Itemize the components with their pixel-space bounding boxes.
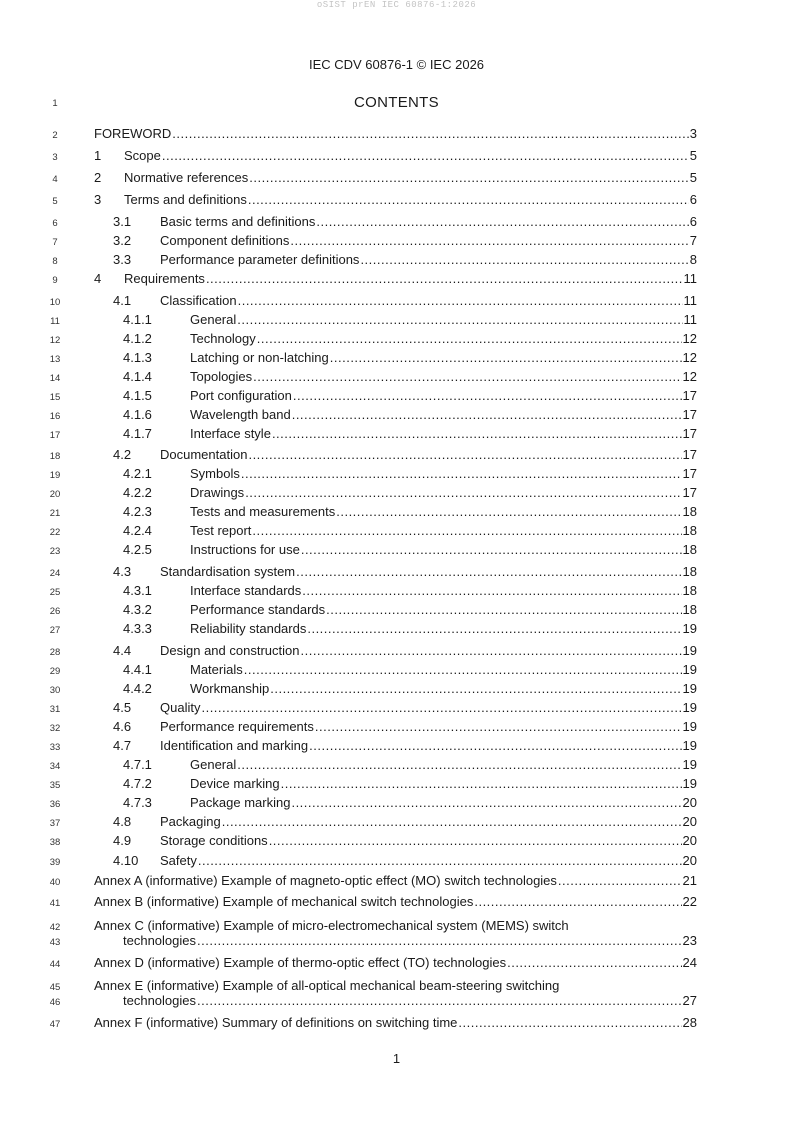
leader-dots: [302, 582, 681, 600]
leader-dots: [281, 775, 682, 793]
toc-entry[interactable]: [0, 852, 697, 870]
toc-entry-text: Performance standards: [190, 602, 326, 617]
leader-dots: [197, 992, 682, 1010]
toc-page-number: 18: [682, 583, 697, 598]
toc-page-number: 20: [682, 853, 697, 868]
line-number: 20: [49, 489, 61, 500]
leader-dots: [248, 446, 681, 464]
toc-page-number: 28: [682, 1015, 697, 1030]
toc-page-number: 18: [682, 602, 697, 617]
leader-dots: [507, 954, 681, 972]
line-number: 34: [49, 761, 61, 772]
toc-section-number: 4.1.3: [123, 350, 152, 365]
leader-dots: [257, 330, 682, 348]
toc-section-number: 3.3: [113, 252, 132, 267]
toc-page-number: 27: [682, 993, 697, 1008]
toc-entry-text: Terms and definitions: [124, 192, 247, 207]
leader-dots: [252, 522, 681, 540]
toc-entry-text: Port configuration: [190, 388, 292, 403]
toc-entry-text: Topologies: [190, 369, 253, 384]
toc-entry-text: Drawings: [190, 485, 245, 500]
toc-entry[interactable]: [0, 718, 697, 736]
leader-dots: [307, 620, 681, 638]
toc-entry-text: Packaging: [160, 814, 221, 829]
toc-section-number: 4.9: [113, 833, 132, 848]
leader-dots: [296, 563, 681, 581]
line-number: 40: [49, 877, 61, 888]
toc-entry-text: Workmanship: [190, 681, 270, 696]
leader-dots: [172, 125, 688, 143]
toc-entry[interactable]: [0, 620, 697, 638]
line-number: 36: [49, 799, 61, 810]
leader-dots: [237, 311, 682, 329]
toc-section-number: 4.7.1: [123, 757, 152, 772]
leader-dots: [253, 368, 681, 386]
toc-page-number: 12: [682, 369, 697, 384]
leader-dots: [292, 406, 682, 424]
toc-page-number: 11: [683, 271, 697, 286]
contents-title: CONTENTS: [354, 94, 439, 111]
toc-entry[interactable]: [0, 484, 697, 502]
toc-page-number: 17: [682, 388, 697, 403]
toc-entry[interactable]: [0, 522, 697, 540]
line-number: 37: [49, 818, 61, 829]
line-number: 9: [52, 275, 58, 286]
toc-section-number: 4.1.2: [123, 331, 152, 346]
toc-section-number: 4.1.1: [123, 312, 152, 327]
toc-entry[interactable]: [0, 213, 697, 231]
toc-entry[interactable]: [0, 832, 697, 850]
leader-dots: [201, 699, 681, 717]
toc-entry[interactable]: [0, 292, 697, 310]
toc-entry[interactable]: [0, 872, 697, 890]
leader-dots: [316, 213, 688, 231]
toc-page-number: 20: [682, 814, 697, 829]
toc-entry-text: Requirements: [124, 271, 205, 286]
toc-section-number: 1: [94, 148, 102, 163]
toc-section-number: 4.7.3: [123, 795, 152, 810]
toc-entry-text: Tests and measurements: [190, 504, 336, 519]
line-number: 12: [49, 335, 61, 346]
toc-page-number: 19: [682, 681, 697, 696]
toc-entry-text: Annex F (informative) Summary of definitions on switching time: [94, 1015, 458, 1030]
toc-page-number: 17: [682, 447, 697, 462]
toc-page-number: 19: [682, 621, 697, 636]
toc-page-number: 24: [682, 955, 697, 970]
leader-dots: [301, 541, 682, 559]
toc-entry-text: Component definitions: [160, 233, 290, 248]
toc-section-number: 2: [94, 170, 102, 185]
toc-entry-text: Instructions for use: [190, 542, 300, 557]
line-number: 16: [49, 411, 61, 422]
line-number: 26: [49, 606, 61, 617]
line-number: 28: [49, 647, 61, 658]
toc-page-number: 17: [682, 407, 697, 422]
toc-section-number: 4.4.2: [123, 681, 152, 696]
toc-section-number: 3: [94, 192, 102, 207]
line-number: 19: [49, 470, 61, 481]
toc-entry[interactable]: [0, 311, 697, 329]
toc-page-number: 12: [682, 350, 697, 365]
toc-entry-text: Scope: [124, 148, 161, 163]
toc-entry-text: Basic terms and definitions: [160, 214, 316, 229]
line-number: 25: [49, 587, 61, 598]
toc-entry[interactable]: [0, 503, 697, 521]
line-number: 22: [49, 527, 61, 538]
toc-page-number: 5: [689, 148, 697, 163]
leader-dots: [206, 270, 683, 288]
toc-page-number: 6: [689, 214, 697, 229]
toc-page-number: 22: [682, 894, 697, 909]
toc-section-number: 4.1: [113, 293, 132, 308]
toc-entry[interactable]: [0, 601, 697, 619]
leader-dots: [241, 465, 682, 483]
toc-entry-text: Design and construction: [160, 643, 300, 658]
toc-entry[interactable]: [0, 893, 697, 911]
toc-page-number: 23: [682, 933, 697, 948]
toc-section-number: 4.1.5: [123, 388, 152, 403]
line-number: 47: [49, 1019, 61, 1030]
line-number: 43: [49, 937, 61, 948]
line-number: 10: [49, 297, 61, 308]
leader-dots: [249, 169, 688, 187]
toc-page-number: 19: [682, 643, 697, 658]
line-number: 31: [49, 704, 61, 715]
toc-entry-annex-f[interactable]: [0, 1014, 697, 1032]
toc-section-number: 4.7.2: [123, 776, 152, 791]
toc-section-number: 4.6: [113, 719, 132, 734]
toc-entry[interactable]: [0, 699, 697, 717]
leader-dots: [291, 794, 681, 812]
toc-section-number: 3.2: [113, 233, 132, 248]
toc-page-number: 11: [683, 312, 697, 327]
toc-entry-text: Interface style: [190, 426, 271, 441]
toc-entry[interactable]: [0, 251, 697, 269]
toc-entry-annex-c[interactable]: [0, 932, 697, 950]
toc-entry-text: Materials: [190, 662, 243, 677]
toc-section-number: 4.3.1: [123, 583, 152, 598]
toc-entry-annex-e[interactable]: [0, 992, 697, 1010]
toc-entry-text: Standardisation system: [160, 564, 296, 579]
leader-dots: [558, 872, 682, 890]
line-number: 45: [49, 982, 61, 993]
toc-entry-text: Latching or non-latching: [190, 350, 329, 365]
document-header: IEC CDV 60876-1 © IEC 2026: [308, 57, 485, 72]
line-number: 8: [52, 256, 58, 267]
line-number: 38: [49, 837, 61, 848]
toc-section-number: 4.4: [113, 643, 132, 658]
toc-entry-text: Annex A (informative) Example of magneto-optic effect (MO) switch technologies: [94, 873, 557, 888]
toc-entry[interactable]: [0, 563, 697, 581]
leader-dots: [330, 349, 682, 367]
toc-entry[interactable]: [0, 169, 697, 187]
toc-entry-annex-c-line1[interactable]: Annex C (informative) Example of micro-electromechanical system (MEMS) switch: [94, 918, 569, 933]
leader-dots: [315, 718, 682, 736]
toc-entry-text: Annex D (informative) Example of thermo-optic effect (TO) technologies: [94, 955, 507, 970]
toc-page-number: 18: [682, 542, 697, 557]
line-number: 13: [49, 354, 61, 365]
document-watermark: oSIST prEN IEC 60876-1:2026: [316, 0, 477, 10]
toc-section-number: 4.10: [113, 853, 139, 868]
toc-page-number: 12: [682, 331, 697, 346]
toc-entry-text: Quality: [160, 700, 201, 715]
toc-page-number: 18: [682, 523, 697, 538]
leader-dots: [244, 661, 682, 679]
line-number: 27: [49, 625, 61, 636]
line-number: 39: [49, 857, 61, 868]
toc-page-number: 17: [682, 485, 697, 500]
toc-page-number: 19: [682, 700, 697, 715]
toc-entry-text: Wavelength band: [190, 407, 291, 422]
line-number: 21: [49, 508, 61, 519]
toc-entry[interactable]: [0, 270, 697, 288]
toc-entry-text: Reliability standards: [190, 621, 307, 636]
leader-dots: [245, 484, 681, 502]
toc-entry[interactable]: [0, 582, 697, 600]
toc-section-number: 4.3.2: [123, 602, 152, 617]
line-number: 29: [49, 666, 61, 677]
toc-entry[interactable]: [0, 465, 697, 483]
toc-section-number: 4.5: [113, 700, 132, 715]
line-number: 33: [49, 742, 61, 753]
leader-dots: [222, 813, 682, 831]
line-number: 3: [52, 152, 58, 163]
toc-page-number: 17: [682, 426, 697, 441]
toc-entry[interactable]: [0, 813, 697, 831]
toc-section-number: 4.4.1: [123, 662, 152, 677]
line-number: 11: [50, 316, 60, 327]
toc-section-number: 3.1: [113, 214, 132, 229]
toc-entry-text: General: [190, 757, 237, 772]
toc-entry-text: Classification: [160, 293, 237, 308]
toc-entry-text: Test report: [190, 523, 252, 538]
toc-entry-text: Identification and marking: [160, 738, 309, 753]
toc-section-number: 4.8: [113, 814, 132, 829]
toc-page-number: 19: [682, 776, 697, 791]
leader-dots: [360, 251, 688, 269]
toc-page-number: 19: [682, 738, 697, 753]
line-number: 44: [49, 959, 61, 970]
toc-entry-text: General: [190, 312, 237, 327]
leader-dots: [270, 680, 681, 698]
toc-page-number: 20: [682, 795, 697, 810]
toc-entry-text: Performance requirements: [160, 719, 314, 734]
toc-page-number: 21: [682, 873, 697, 888]
line-number: 32: [49, 723, 61, 734]
line-number: 1: [52, 98, 58, 109]
toc-section-number: 4.1.4: [123, 369, 152, 384]
toc-entry[interactable]: [0, 756, 697, 774]
leader-dots: [300, 642, 681, 660]
toc-page-number: 5: [689, 170, 697, 185]
line-number: 15: [49, 392, 61, 403]
toc-entry[interactable]: [0, 330, 697, 348]
toc-entry-text: Symbols: [190, 466, 240, 481]
toc-entry-text: Interface standards: [190, 583, 302, 598]
toc-page-number: 19: [682, 662, 697, 677]
leader-dots: [293, 387, 682, 405]
toc-entry-text: Performance parameter definitions: [160, 252, 360, 267]
leader-dots: [197, 932, 682, 950]
toc-page-number: 20: [682, 833, 697, 848]
leader-dots: [162, 147, 689, 165]
toc-entry-text: FOREWORD: [94, 126, 172, 141]
toc-section-number: 4.7: [113, 738, 132, 753]
toc-entry-text: Documentation: [160, 447, 248, 462]
toc-entry[interactable]: [0, 541, 697, 559]
toc-page-number: 17: [682, 466, 697, 481]
leader-dots: [336, 503, 681, 521]
line-number: 41: [49, 898, 61, 909]
line-number: 14: [49, 373, 61, 384]
toc-entry[interactable]: [0, 406, 697, 424]
toc-page-number: 19: [682, 719, 697, 734]
leader-dots: [198, 852, 682, 870]
toc-entry-text: technologies: [123, 993, 196, 1008]
leader-dots: [272, 425, 682, 443]
line-number: 42: [49, 922, 61, 933]
line-number: 46: [49, 997, 61, 1008]
toc-entry[interactable]: [0, 737, 697, 755]
leader-dots: [458, 1014, 681, 1032]
leader-dots: [326, 601, 681, 619]
toc-entry[interactable]: [0, 147, 697, 165]
line-number: 4: [52, 174, 58, 185]
toc-entry[interactable]: [0, 425, 697, 443]
toc-section-number: 4.2: [113, 447, 132, 462]
line-number: 23: [49, 546, 61, 557]
toc-page-number: 8: [689, 252, 697, 267]
toc-section-number: 4.3: [113, 564, 132, 579]
toc-entry-text: Safety: [160, 853, 197, 868]
toc-entry[interactable]: [0, 775, 697, 793]
leader-dots: [290, 232, 688, 250]
toc-entry[interactable]: [0, 349, 697, 367]
toc-section-number: 4.1.7: [123, 426, 152, 441]
toc-section-number: 4: [94, 271, 102, 286]
line-number: 7: [52, 237, 58, 248]
page-number-footer: 1: [392, 1051, 401, 1066]
toc-entry[interactable]: [0, 125, 697, 143]
toc-page-number: 3: [689, 126, 697, 141]
toc-entry-text: Device marking: [190, 776, 280, 791]
line-number: 5: [52, 196, 58, 207]
toc-entry[interactable]: [0, 191, 697, 209]
toc-section-number: 4.2.5: [123, 542, 152, 557]
toc-page-number: 6: [689, 192, 697, 207]
toc-page-number: 11: [683, 293, 697, 308]
toc-entry-text: Storage conditions: [160, 833, 268, 848]
toc-page-number: 18: [682, 564, 697, 579]
toc-page-number: 7: [689, 233, 697, 248]
toc-entry[interactable]: [0, 446, 697, 464]
leader-dots: [269, 832, 682, 850]
toc-entry[interactable]: [0, 232, 697, 250]
toc-entry-annex-d[interactable]: [0, 954, 697, 972]
toc-entry[interactable]: [0, 642, 697, 660]
toc-entry-text: technologies: [123, 933, 196, 948]
toc-page-number: 19: [682, 757, 697, 772]
toc-section-number: 4.2.3: [123, 504, 152, 519]
leader-dots: [474, 893, 681, 911]
line-number: 24: [49, 568, 61, 579]
leader-dots: [309, 737, 681, 755]
toc-section-number: 4.2.1: [123, 466, 152, 481]
toc-section-number: 4.2.4: [123, 523, 152, 538]
toc-entry[interactable]: [0, 661, 697, 679]
line-number: 17: [49, 430, 61, 441]
leader-dots: [237, 756, 681, 774]
toc-entry-text: Package marking: [190, 795, 291, 810]
line-number: 35: [49, 780, 61, 791]
toc-page-number: 18: [682, 504, 697, 519]
toc-entry-text: Annex B (informative) Example of mechanical switch technologies: [94, 894, 474, 909]
leader-dots: [238, 292, 683, 310]
line-number: 2: [52, 130, 58, 141]
toc-entry[interactable]: [0, 680, 697, 698]
toc-entry[interactable]: [0, 794, 697, 812]
line-number: 6: [52, 218, 58, 229]
toc-section-number: 4.3.3: [123, 621, 152, 636]
toc-entry-text: Technology: [190, 331, 256, 346]
toc-entry[interactable]: [0, 368, 697, 386]
toc-entry-annex-e-line1[interactable]: Annex E (informative) Example of all-optical mechanical beam-steering switching: [94, 978, 560, 993]
toc-entry-text: Normative references: [124, 170, 249, 185]
line-number: 30: [49, 685, 61, 696]
line-number: 18: [49, 451, 61, 462]
leader-dots: [248, 191, 689, 209]
toc-section-number: 4.1.6: [123, 407, 152, 422]
toc-entry[interactable]: [0, 387, 697, 405]
toc-section-number: 4.2.2: [123, 485, 152, 500]
